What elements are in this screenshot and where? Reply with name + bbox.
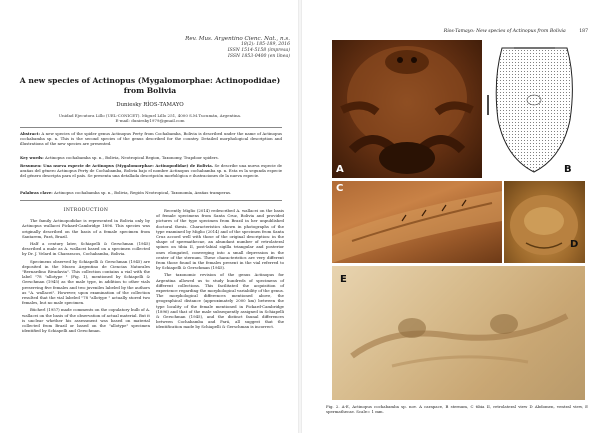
photo-spermathecae xyxy=(332,266,585,400)
panel-label-b: B xyxy=(564,164,572,175)
keywords-text: Actinopus cochabamba sp. n., Bolivia, Neotropical Region, Taxonomy, Trapdoor spiders. xyxy=(44,155,219,160)
article-title-line2: from Bolivia xyxy=(123,86,177,95)
panel-label-e: E xyxy=(340,274,347,285)
article-title-line1: A new species of Actinopus (Mygalomorphae: Actinopodidae) xyxy=(19,76,281,85)
article-title xyxy=(12,76,288,96)
text-column-left xyxy=(22,208,150,335)
abdomen-illustration xyxy=(504,181,585,263)
panel-label-d: D xyxy=(570,239,579,250)
affiliation-email: E-mail: duniesky1979@gmail.com xyxy=(115,118,185,123)
affiliation-line1: Unidad Ejecutora Lillo (UEL-CONICET). Miguel Lillo 251, 4000 S.M.Tucumán, Argentina. xyxy=(58,113,242,118)
palabras-text: Actinopus cochabamba sp. n., Bolivia, Región Neotropical, Taxonomía, Arañas tramperas. xyxy=(53,190,232,195)
paragraph: Recently Miglio (2014) redescribed A. wallacei on the basis of female specimens from Santa Cruz, Bolivia and provided pictures of the type specimen from Brazil in her unpublished doctoral thesis. Characteristics shown in photographs of the type examined by Miglio (2014) and of the specimen from Santa Cruz accord well with those of the original description: in the shape of spermathecae, an abundant number of retrolateral spines on tibia II, post-labial sigilla triangular and posterior ones elongated, converging into a small depression in the center of the sternum. These characteristics are very different from those found in the females present in the vial referred to by Schiapelli & Gerschman (1945). xyxy=(156,208,284,271)
panel-label-a: A xyxy=(336,164,344,175)
resumen-label: Resumen: Una nueva especie de Actinopus (Mygalomorphae: Actinopodidae) de Bolivia. xyxy=(20,163,214,168)
right-page xyxy=(302,0,600,433)
spermathecae-illustration xyxy=(332,266,585,400)
running-head-text: Ríos-Tamayo: New species of Actinopus from Bolivia xyxy=(443,29,566,34)
abstract xyxy=(20,131,282,146)
journal-header xyxy=(150,36,290,60)
palabras-label: Palabras clave: xyxy=(20,190,53,195)
figure-caption: Fig. 2. A-E, Actinopus cochabamba sp. nov. A carapace, B sternum, C tibia II, retrolateral view D Abdomen, ventral view, E spermathecae. Scale= 1 mm. xyxy=(326,404,588,414)
sternum-illustration xyxy=(484,40,585,178)
panel-label-c: C xyxy=(336,183,344,194)
running-head xyxy=(302,29,588,34)
divider-top xyxy=(20,127,282,128)
paragraph: Half a century later, Schiapelli & Gerschman (1945) described a male as A. wallacei based on a specimen collected by Dr. J. Velard in Chararacos, Cochabamba, Bolivia. xyxy=(22,241,150,257)
resumen xyxy=(20,163,282,178)
drawing-sternum xyxy=(484,40,585,178)
resumen-text: Se describe una nueva especie de arañas del género Actinopus Perty de Cochabamba, Bolivia bajo el nombre Actinopus cochabamba sp. n. Esta es la segunda especie del género descripta para el país. Se presenta una detallada descripción morfológica e ilustraciones de la nueva especie. xyxy=(20,163,282,178)
divider-bottom xyxy=(20,200,282,201)
author-affiliation xyxy=(12,113,288,123)
abstract-text: A new species of the spider genus Actinopus Perty from Cochabamba, Bolivia is described under the name of Actinopus cochabamba sp. n. This is the second species of the genus described for the country. Detailed morphological description and illustrations of the new species are presented. xyxy=(20,131,282,146)
paragraph: Specimens observed by Schiapelli & Gerschman (1945) are deposited in the Museo Argentino de Ciencias Naturales "Bernardino Rivadavia". This collection contains a vial with the label "78 "allotype " (Fig. 1), mentioned by Schiapelli & Gerschman (1945) as the male type, in addition to other vials preserving five females and two juveniles labeled by the authors as "A. wallacei". However, upon examination of the collection resulted that the vial labeled "78 "allotype " actually stored two females, but no male specimen. xyxy=(22,258,150,306)
journal-issn-online: ISSN 1853-0400 (en línea) xyxy=(228,54,290,59)
author-name: Duniesky RÍOS-TAMAYO xyxy=(116,102,184,108)
keywords-label: Key words: xyxy=(20,155,44,160)
abstract-label: Abstract: xyxy=(20,131,40,136)
tibia-illustration xyxy=(332,181,502,263)
photo-carapace xyxy=(332,40,482,178)
paragraph: The family Actinopodidae is represented in Bolivia only by Actinopus wallacei Pickard-Cambridge 1896. This species was originally described on the basis of a female specimen from Santarem, Pará, Brazil. xyxy=(22,218,150,239)
paragraph: Bücherl (1957) made comments on the copulatory bulb of A. wallacei on the basis of the observation of actual material. But it is unclear whether his assessment was based on material collected from Brazil or based on the "allotype" specimen identified by Schiapelli and Gerschman. xyxy=(22,307,150,334)
journal-name: Rev. Mus. Argentino Cienc. Nat., n.s. xyxy=(185,36,290,42)
carapace-illustration xyxy=(332,40,482,178)
palabras-clave xyxy=(20,190,282,195)
page-number: 187 xyxy=(579,29,588,34)
text-column-right xyxy=(156,208,284,332)
photo-tibia xyxy=(332,181,502,263)
journal-issn-print: ISSN 1514-5158 (impresa) xyxy=(227,48,290,53)
journal-volume: 18(2): 185-189, 2016 xyxy=(240,42,290,47)
paragraph: The taxonomic revision of the genus Actinopus for Argentina allowed us to study hundreds of specimens of different collections. This facilitated the acquisition of experience regarding the morphological variability of the genus. The morphological differences mentioned above, the geographical distance (approximately 2000 km) between the type locality of the female mentioned in Pickard-Cambridge (1896) and that of the male subsequently assigned in Schiapelli & Gerschman (1945), and the distinct faunal differences between Cochabamba and Pará, all suggest that the identification made by Schiapelli & Gerschman is incorrect. xyxy=(156,272,284,330)
figure-2 xyxy=(332,40,585,400)
introduction-heading: INTRODUCTION xyxy=(63,208,109,213)
keywords xyxy=(20,155,282,160)
photo-abdomen xyxy=(504,181,585,263)
